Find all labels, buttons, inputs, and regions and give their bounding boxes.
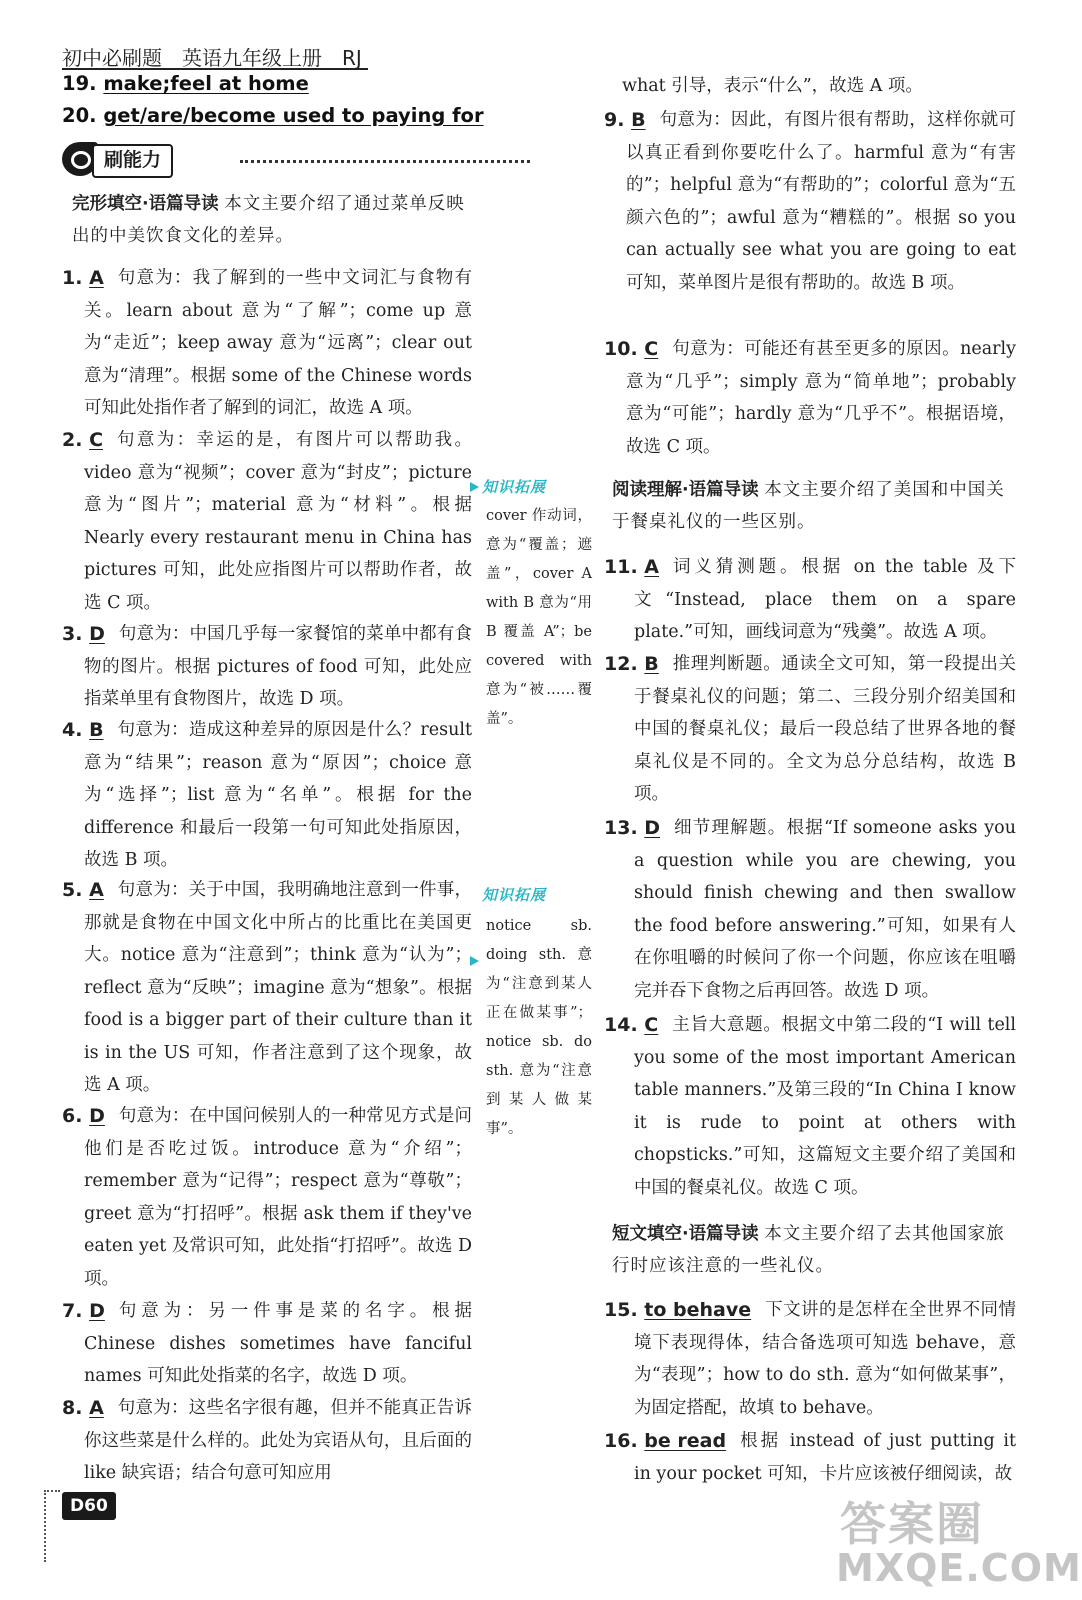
guide-text: 本文主要介绍了去其他国家旅行时应该注意的一些礼仪。 [612,1224,1005,1276]
passage-guide-reading [612,474,1016,538]
answer-item-1 [62,262,472,425]
item-index: 6. [62,1105,83,1127]
item-number [62,874,104,907]
item-answer: A [89,1397,104,1419]
side-note-title: 知识拓展 [482,886,547,904]
guide-label: 阅读理解·语篇导读 [612,480,759,500]
item-answer: C [644,338,659,360]
item-text: 句意为：因此，有图片很有帮助，这样你就可以真正看到你要吃什么了。harmful 意为“有害的”；helpful 意为“有帮助的”；colorful 意为“五颜六色的”；awful 意为“糟糕的”。根据 so you can actually see what you are going to eat 可知，菜单图片是很有帮助的。故选 B 项。 [626,110,1016,293]
footer-decoration [44,1490,60,1562]
watermark-cn: 答案圈 [840,1497,984,1551]
section-divider [240,160,530,163]
item-index: 11. [604,556,638,578]
answer-item-13 [604,812,1016,1007]
answer-item-12 [604,648,1016,811]
continued-text [622,70,1016,103]
item-answer: A [644,556,660,578]
answer-number: 20. [62,104,97,127]
item-answer: D [644,817,661,839]
item-answer: D [89,623,105,645]
section-band [62,142,474,178]
answer-item-9 [604,104,1016,299]
item-answer: B [644,653,659,675]
arrow-icon [470,956,479,966]
item-number [62,618,105,651]
arrow-icon [470,482,479,492]
item-answer: C [644,1014,659,1036]
item-answer: D [89,1300,105,1322]
item-text: what 引导，表示“什么”，故选 A 项。 [622,76,923,96]
item-number [62,262,104,295]
answer-item-10 [604,333,1016,463]
item-index: 13. [604,817,638,839]
answer-item-3 [62,618,472,716]
item-answer: D [89,1105,105,1127]
item-text: 句意为：中国几乎每一家餐馆的菜单中都有食物的图片。根据 pictures of food 可知，此处应指菜单里有食物图片，故选 D 项。 [84,624,472,709]
answer-item-16 [604,1425,1016,1490]
side-note-notice: notice sb. doing sth. 意为“注意到某人正在做某事”；notice sb. do sth. 意为“注意到某人做某事”。 [486,918,592,1137]
side-note-cover: cover 作动词，意为“覆盖；遮盖”，cover A with B 意为“用 B 覆盖 A”；be covered with 意为“被……覆盖”。 [486,508,592,727]
item-index: 5. [62,879,83,901]
item-index: 4. [62,719,83,741]
item-text: 句意为：我了解到的一些中文词汇与食物有关。learn about 意为“了解”；come up 意为“走近”；keep away 意为“远离”；clear out 意为“清理”。根据 some of the Chinese words 可知此处指作者了解到的词汇，故选 A 项。 [84,268,472,418]
item-number [604,648,659,681]
running-header: 初中必刷题 英语九年级上册 RJ [62,42,368,70]
item-index: 14. [604,1014,638,1036]
item-answer: be read [644,1430,727,1452]
answer-item-14 [604,1009,1016,1204]
item-index: 12. [604,653,638,675]
answer-19 [62,72,309,95]
item-answer: A [89,267,104,289]
item-text: 句意为：这些名字很有趣，但并不能真正告诉你这些菜是什么样的。此处为宾语从句，且后面的 like 缺宾语；结合句意可知应用 [84,1398,472,1483]
item-number [604,333,658,366]
passage-guide-cloze [72,188,472,252]
answer-number: 19. [62,72,97,95]
item-answer: C [89,429,104,451]
section-label: 刷能力 [92,144,173,178]
answer-item-7 [62,1295,472,1393]
item-text: 句意为：造成这种差异的原因是什么？result 意为“结果”；reason 意为“原因”；choice 意为“选择”；list 意为“名单”。根据 for the difference 和最后一段第一句可知此处指原因，故选 B 项。 [84,720,472,870]
item-text: 下文讲的是怎样在全世界不同情境下表现得体，结合备选项可知选 behave，意为“表现”；how to do sth. 意为“如何做某事”，为固定搭配，故填 to behave。 [634,1300,1016,1418]
item-number [604,1425,726,1458]
item-answer: A [89,879,104,901]
item-index: 2. [62,429,83,451]
watermark-logo [830,1488,1082,1592]
guide-text: 本文主要介绍了美国和中国关于餐桌礼仪的一些区别。 [612,480,1005,532]
answer-item-6 [62,1100,472,1295]
item-index: 8. [62,1397,83,1419]
item-text: 根据 instead of just putting it in your pocket 可知，卡片应该被仔细阅读，故 [634,1431,1016,1484]
guide-label: 短文填空·语篇导读 [612,1224,759,1244]
item-index: 15. [604,1299,638,1321]
item-answer: B [631,109,646,131]
answer-text: get/are/become used to paying for [103,104,484,127]
item-text: 句意为：关于中国，我明确地注意到一件事，那就是食物在中国文化中所占的比重比在美国更大。notice 意为“注意到”；think 意为“认为”；reflect 意为“反映”；imagine 意为“想象”。根据 food is a bigger part of their culture than it is in the US 可知，作者注意到了这个现象，故选 A 项。 [84,880,472,1095]
item-number [604,812,660,845]
answer-item-2 [62,424,472,619]
item-text: 句意为：幸运的是，有图片可以帮助我。video 意为“视频”；cover 意为“封皮”；picture 意为“图片”；material 意为“材料”。根据 Nearly every restaurant menu in China has pictures 可知，此处应指图片可以帮助作者，故选 C 项。 [84,430,472,613]
item-index: 1. [62,267,83,289]
item-index: 16. [604,1430,638,1452]
item-number [604,104,646,137]
watermark-en: MXQE.COM [836,1546,1082,1590]
item-answer: to behave [644,1299,752,1321]
answer-item-11 [604,551,1016,649]
item-number [62,1392,104,1425]
page-number: D60 [62,1492,116,1520]
item-index: 10. [604,338,638,360]
guide-text: 本文主要介绍了通过菜单反映出的中美饮食文化的差异。 [72,194,465,246]
item-index: 3. [62,623,83,645]
item-number [604,1009,658,1042]
item-number [62,1100,105,1133]
item-answer: B [89,719,104,741]
item-number [62,424,103,457]
item-index: 9. [604,109,625,131]
item-index: 7. [62,1300,83,1322]
item-number [62,714,104,747]
item-number [62,1295,105,1328]
item-text: 句意为：另一件事是菜的名字。根据 Chinese dishes sometimes have fanciful names 可知此处指菜的名字，故选 D 项。 [84,1301,472,1386]
item-text: 推理判断题。通读全文可知，第一段提出关于餐桌礼仪的问题；第二、三段分别介绍美国和中国的餐桌礼仪；最后一段总结了世界各地的餐桌礼仪是不同的。全文为总分总结构，故选 B 项。 [634,654,1016,804]
item-text: 细节理解题。根据“If someone asks you a question while you are chewing, you should finish chewing and then swallow the food before answering.”可知，如果有人在你咀嚼的时候问了你一个问题，你应该在咀嚼完并吞下食物之后再回答。故选 D 项。 [634,818,1016,1001]
item-number [604,1294,751,1327]
item-text: 词义猜测题。根据 on the table 及下文“Instead, place them on a spare plate.”可知，画线词意为“残羹”。故选 A 项。 [634,557,1016,642]
answer-item-15 [604,1294,1016,1424]
item-text: 句意为：在中国问候别人的一种常见方式是问他们是否吃过饭。introduce 意为“介绍”；remember 意为“记得”；respect 意为“尊敬”；greet 意为“打招呼”。根据 ask them if they've eaten yet 及常识可知，此处指“打招呼”。故选 D 项。 [84,1106,472,1289]
item-text: 主旨大意题。根据文中第二段的“I will tell you some of the most important American table manners.”及第三段的“In China I know it is rude to point at others with chopsticks.”可知，这篇短文主要介绍了美国和中国的餐桌礼仪。故选 C 项。 [634,1015,1016,1198]
side-note-title: 知识拓展 [482,478,547,496]
item-number [604,551,659,584]
guide-label: 完形填空·语篇导读 [72,194,219,214]
item-text: 句意为：可能还有甚至更多的原因。nearly 意为“几乎”；simply 意为“简单地”；probably 意为“可能”；hardly 意为“几乎不”。根据语境，故选 C 项。 [626,339,1016,457]
answer-item-5 [62,874,472,1102]
answer-20 [62,104,484,127]
answer-item-4 [62,714,472,877]
answer-text: make;feel at home [103,72,309,95]
answer-item-8 [62,1392,472,1490]
passage-guide-fill [612,1218,1016,1282]
